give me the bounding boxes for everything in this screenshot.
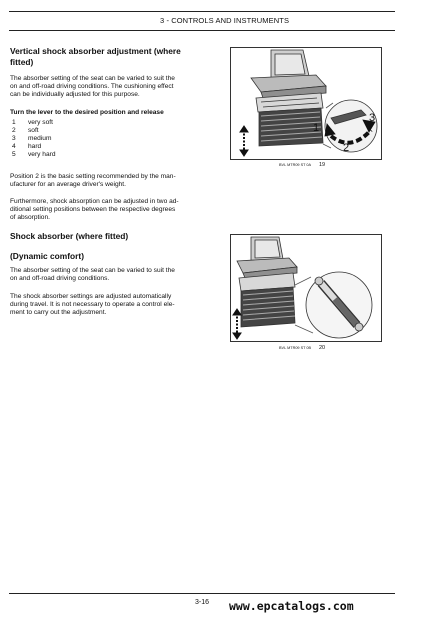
list-item	[12, 127, 56, 135]
list-item	[12, 135, 56, 143]
figure-seat-shock-lever	[230, 47, 382, 160]
section2-paragraph1	[10, 267, 175, 283]
section1-title-line1: Vertical shock absorber adjustment (where	[10, 46, 181, 56]
text-line: of absorption.	[10, 214, 50, 221]
list-item-number: 3	[12, 135, 16, 142]
text-line: Furthermore, shock absorption can be adjusted in two ad-	[10, 198, 179, 205]
list-item	[12, 119, 56, 127]
section1-title-line2: fitted)	[10, 56, 34, 67]
text-line: can be individually adjusted for this purpose.	[10, 91, 140, 98]
list-item-number: 1	[12, 119, 16, 126]
section1-paragraph1	[10, 75, 175, 99]
section2-paragraph2	[10, 293, 175, 317]
list-item-label: soft	[28, 127, 39, 134]
list-item-number: 5	[12, 151, 16, 158]
seat-shock-absorber-illustration	[231, 235, 381, 341]
page-number: 3-16	[195, 599, 210, 606]
list-item	[12, 151, 56, 159]
text-line: The absorber setting of the seat can be varied to suit the	[10, 267, 175, 274]
list-item-number: 4	[12, 143, 16, 150]
list-item-label: very hard	[28, 151, 56, 158]
text-line: ditional setting positions between the respective degrees	[10, 206, 176, 213]
figure1-code: BVL MTR09 ST 0A	[279, 163, 312, 167]
text-line: on and off-road driving conditions.	[10, 275, 110, 282]
header-rule-top	[9, 11, 395, 12]
figure2-code: BVL MTR09 ST 0B	[279, 346, 312, 350]
section1-title	[10, 46, 181, 67]
list-item	[12, 143, 56, 151]
position-list	[12, 119, 56, 159]
text-line: ment to carry out the adjustment.	[10, 309, 107, 316]
text-line: on and off-road driving conditions. The cushioning effect	[10, 83, 174, 90]
text-line: The absorber setting of the seat can be varied to suit the	[10, 75, 175, 82]
seat-lever-illustration	[231, 48, 381, 159]
list-item-number: 2	[12, 127, 16, 134]
page-header-title: 3 - CONTROLS AND INSTRUMENTS	[160, 16, 290, 25]
text-line: during travel. It is not necessary to operate a control ele-	[10, 301, 175, 308]
figure1-number: 19	[319, 162, 326, 168]
text-line: Position 2 is the basic setting recommended by the man-	[10, 173, 176, 180]
figure-dynamic-comfort-seat	[230, 234, 382, 342]
footer-rule	[9, 593, 395, 594]
callout-2: 2	[343, 142, 350, 154]
watermark-url: www.epcatalogs.com	[229, 599, 354, 613]
callout-1: 1	[313, 122, 320, 134]
list-item-label: medium	[28, 135, 52, 142]
list-item-label: hard	[28, 143, 42, 150]
section1-paragraph3	[10, 198, 179, 222]
header-rule-bottom	[9, 30, 395, 31]
section1-paragraph2	[10, 173, 176, 189]
text-line: The shock absorber settings are adjusted automatically	[10, 293, 172, 300]
section2-subtitle: (Dynamic comfort)	[10, 251, 84, 261]
figure2-number: 20	[319, 345, 326, 351]
list-item-label: very soft	[28, 119, 53, 126]
callout-3: 3	[369, 112, 376, 124]
lever-instruction: Turn the lever to the desired position and release	[10, 109, 164, 116]
text-line: ufacturer for an average driver's weight.	[10, 181, 126, 188]
section2-title: Shock absorber (where fitted)	[10, 231, 129, 241]
